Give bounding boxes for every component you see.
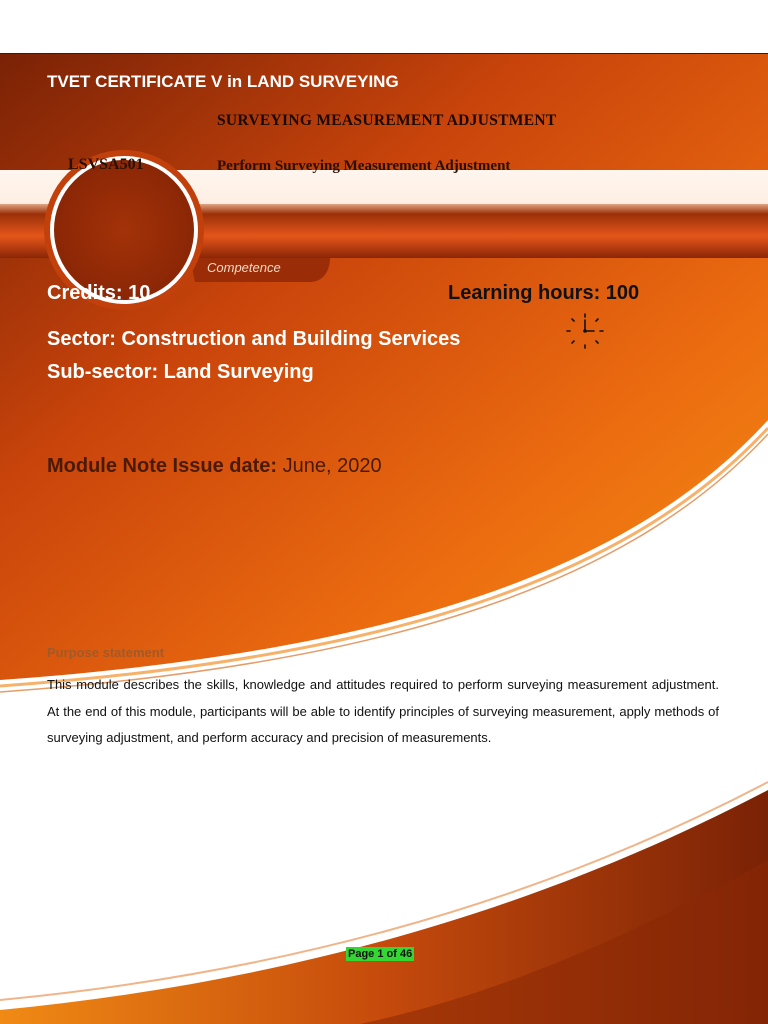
page-number: Page 1 of 46 — [348, 948, 413, 960]
purpose-text: This module describes the skills, knowledge and attitudes required to perform surveying measurement adjustment. At the end of this module, participants will be able to identify principles of surveying measurement, apply methods of surveying adjustment, and perform accuracy and precision of measurements. — [47, 677, 719, 745]
purpose-label: Purpose statement — [47, 645, 165, 660]
competence-label: Competence — [207, 260, 281, 275]
module-title: SURVEYING MEASUREMENT ADJUSTMENT — [217, 112, 557, 129]
issue-date-label: Module Note Issue date: — [47, 455, 278, 477]
issue-date — [47, 455, 382, 478]
program-title: TVET CERTIFICATE V in LAND SURVEYING — [47, 72, 399, 91]
sub-sector: Sub-sector: Land Surveying — [47, 361, 314, 383]
issue-date-value: June, 2020 — [282, 455, 382, 477]
module-code: LSVSA501 — [68, 156, 144, 173]
clock-icon — [561, 310, 609, 352]
sector: Sector: Construction and Building Services — [47, 328, 461, 350]
credits: Credits: 10 — [47, 282, 151, 304]
competence-title: Perform Surveying Measurement Adjustment — [217, 158, 511, 174]
learning-hours: Learning hours: 100 — [448, 282, 640, 304]
